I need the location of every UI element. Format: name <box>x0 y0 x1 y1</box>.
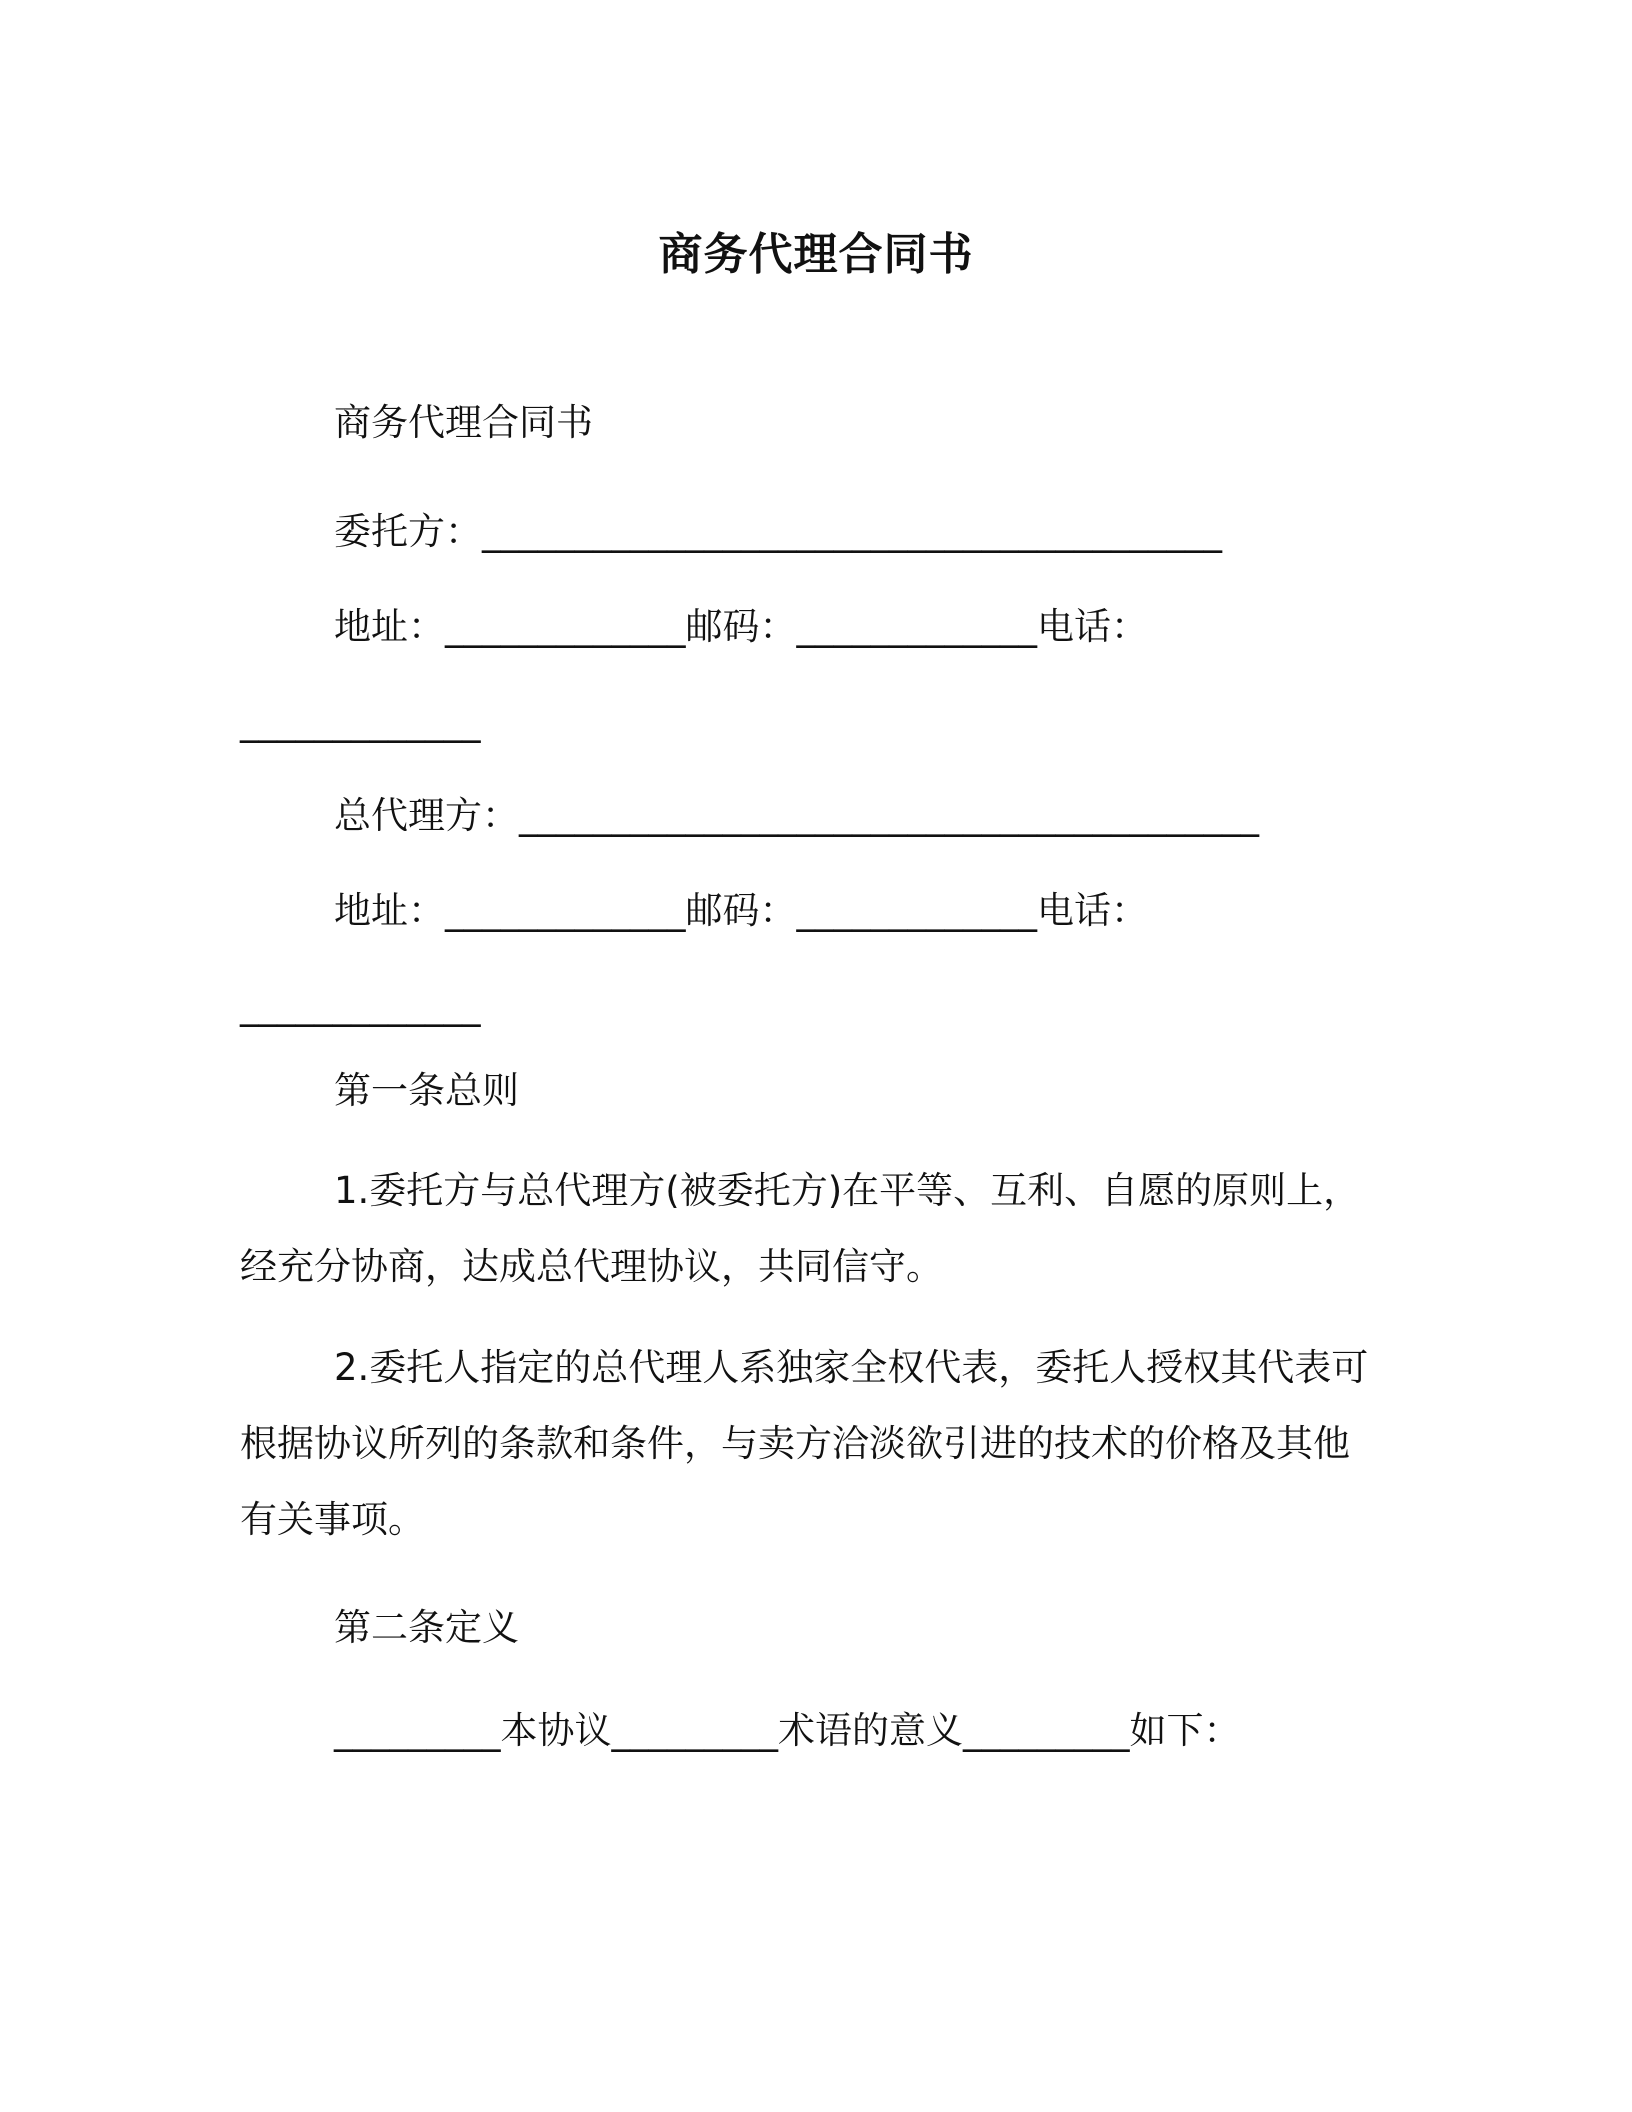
principal-phone-blank: _____________ <box>240 700 481 743</box>
article-one-para1-line2: 经充分协商，达成总代理协议，共同信守。 <box>240 1245 943 1288</box>
agent-phone-blank: _____________ <box>240 984 481 1027</box>
agent-line: 总代理方：________________________________________ <box>334 794 1259 837</box>
article-one-para1-line1: 1.委托方与总代理方(被委托方)在平等、互利、自愿的原则上， <box>334 1169 1361 1212</box>
article-two-definition-line: _________本协议_________术语的意义_________如下： <box>334 1709 1241 1752</box>
article-one-para2-line1: 2.委托人指定的总代理人系独家全权代表，委托人授权其代表可 <box>334 1346 1369 1389</box>
article-one-heading: 第一条总则 <box>334 1069 519 1112</box>
article-one-para2-line3: 有关事项。 <box>240 1498 425 1541</box>
document-title: 商务代理合同书 <box>658 229 974 280</box>
doc-subtitle: 商务代理合同书 <box>334 401 593 444</box>
article-one-para2-line2: 根据协议所列的条款和条件，与卖方洽淡欲引进的技术的价格及其他 <box>240 1422 1350 1465</box>
article-two-heading: 第二条定义 <box>334 1606 519 1649</box>
principal-line: 委托方：________________________________________ <box>334 510 1222 553</box>
agent-contact-line: 地址：_____________邮码：_____________电话： <box>334 889 1148 932</box>
principal-contact-line: 地址：_____________邮码：_____________电话： <box>334 605 1148 648</box>
